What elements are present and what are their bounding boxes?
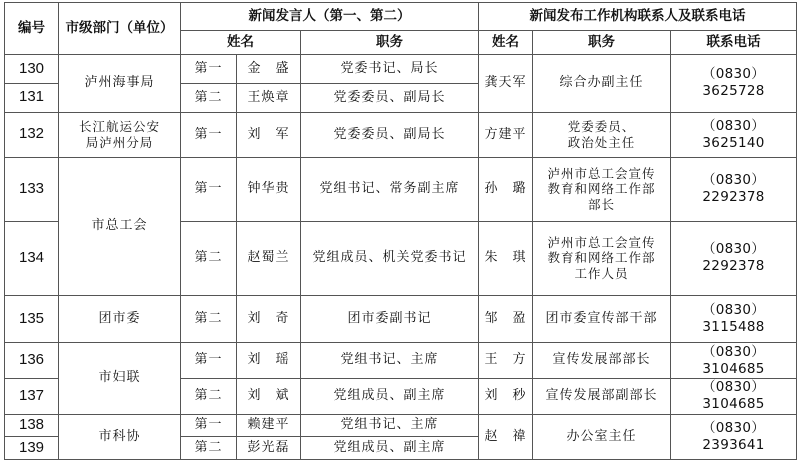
name-cell: 钟华贵 bbox=[237, 157, 301, 221]
phone-cell: （0830）3625728 bbox=[671, 55, 797, 113]
page bbox=[0, 2, 800, 464]
contact-position-line: 宣传发展部部长 bbox=[552, 352, 651, 368]
name-cell: 刘 军 bbox=[237, 112, 301, 157]
row-number: 138 bbox=[5, 414, 59, 437]
dept-cell: 团市委 bbox=[59, 295, 181, 342]
phone-cell: （0830）2292378 bbox=[671, 157, 797, 221]
header-name: 姓名 bbox=[181, 31, 301, 55]
position-cell: 党组书记、主席 bbox=[301, 414, 479, 437]
contact-position-line: 综合办副主任 bbox=[559, 75, 644, 91]
row-number: 132 bbox=[5, 112, 59, 157]
position-cell: 党委书记、局长 bbox=[301, 55, 479, 84]
header-contact-position: 职务 bbox=[533, 31, 671, 55]
contact-position-line: 部长 bbox=[588, 197, 616, 213]
rank-cell: 第二 bbox=[181, 378, 237, 414]
phone-cell: （0830）2393641 bbox=[671, 414, 797, 459]
rank-cell: 第一 bbox=[181, 112, 237, 157]
contact-name-cell: 邹 盈 bbox=[479, 295, 533, 342]
contact-name-cell: 孙 璐 bbox=[479, 157, 533, 221]
phone-cell: （0830）3115488 bbox=[671, 295, 797, 342]
dept-cell: 市妇联 bbox=[59, 343, 181, 415]
phone-cell: （0830）3104685 bbox=[671, 343, 797, 379]
position-cell: 党组成员、机关党委书记 bbox=[301, 221, 479, 295]
row-number: 133 bbox=[5, 157, 59, 221]
name-cell: 赵蜀兰 bbox=[237, 221, 301, 295]
header-row-1 bbox=[5, 3, 797, 31]
name-cell: 刘 斌 bbox=[237, 378, 301, 414]
contact-position-cell bbox=[533, 343, 671, 379]
name-cell: 金 盛 bbox=[237, 55, 301, 84]
dept-line: 长江航运公安 bbox=[78, 119, 160, 135]
row-number: 137 bbox=[5, 378, 59, 414]
phone-cell: （0830）3625140 bbox=[671, 112, 797, 157]
position-cell: 党组成员、副主席 bbox=[301, 437, 479, 460]
position-cell: 党组成员、副主席 bbox=[301, 378, 479, 414]
row-number: 136 bbox=[5, 343, 59, 379]
table-row bbox=[5, 295, 797, 342]
contact-name-cell: 方建平 bbox=[479, 112, 533, 157]
position-cell: 党委委员、副局长 bbox=[301, 112, 479, 157]
contact-position-cell bbox=[533, 295, 671, 342]
contact-position-line: 政治处主任 bbox=[567, 134, 636, 150]
header-phone: 联系电话 bbox=[671, 31, 797, 55]
header-contact-name: 姓名 bbox=[479, 31, 533, 55]
row-number: 139 bbox=[5, 437, 59, 460]
name-cell: 刘 瑶 bbox=[237, 343, 301, 379]
row-number: 130 bbox=[5, 55, 59, 84]
rank-cell: 第一 bbox=[181, 55, 237, 84]
contact-name-cell: 朱 琪 bbox=[479, 221, 533, 295]
contact-position-line: 泸州市总工会宣传 bbox=[547, 165, 656, 181]
dept-cell bbox=[59, 112, 181, 157]
position-cell: 党组书记、主席 bbox=[301, 343, 479, 379]
table-row bbox=[5, 343, 797, 379]
contact-position-line: 团市委宣传部干部 bbox=[545, 310, 658, 326]
header-position: 职务 bbox=[301, 31, 479, 55]
table-row bbox=[5, 112, 797, 157]
contact-name-cell: 赵 禕 bbox=[479, 414, 533, 459]
phone-cell: （0830）3104685 bbox=[671, 378, 797, 414]
contact-name-cell: 龚天军 bbox=[479, 55, 533, 113]
contact-position-line: 泸州市总工会宣传 bbox=[547, 234, 656, 250]
header-num: 编号 bbox=[5, 3, 59, 55]
name-cell: 王焕章 bbox=[237, 83, 301, 112]
table-row bbox=[5, 55, 797, 84]
contact-name-cell: 刘 秒 bbox=[479, 378, 533, 414]
contact-position-line: 党委委员、 bbox=[567, 119, 636, 135]
contact-position-line: 教育和网络工作部 bbox=[547, 181, 656, 197]
contact-position-line: 工作人员 bbox=[574, 266, 629, 282]
contact-name-cell: 王 方 bbox=[479, 343, 533, 379]
contact-position-cell bbox=[533, 112, 671, 157]
dept-line: 局泸州分局 bbox=[85, 134, 154, 150]
contact-position-line: 办公室主任 bbox=[566, 428, 637, 444]
header-dept: 市级部门（单位） bbox=[59, 3, 181, 55]
table-row bbox=[5, 414, 797, 437]
row-number: 131 bbox=[5, 83, 59, 112]
contact-position-line: 教育和网络工作部 bbox=[547, 250, 656, 266]
row-number: 134 bbox=[5, 221, 59, 295]
rank-cell: 第二 bbox=[181, 295, 237, 342]
dept-cell: 市科协 bbox=[59, 414, 181, 459]
dept-cell: 泸州海事局 bbox=[59, 55, 181, 113]
table-row bbox=[5, 157, 797, 221]
contact-position-cell bbox=[533, 157, 671, 221]
phone-cell: （0830）2292378 bbox=[671, 221, 797, 295]
contact-position-cell bbox=[533, 378, 671, 414]
header-contact-group: 新闻发布工作机构联系人及联系电话 bbox=[479, 3, 797, 31]
position-cell: 团市委副书记 bbox=[301, 295, 479, 342]
rank-cell: 第二 bbox=[181, 437, 237, 460]
contact-position-cell bbox=[533, 414, 671, 459]
rank-cell: 第二 bbox=[181, 221, 237, 295]
contact-position-cell bbox=[533, 221, 671, 295]
contact-position-line: 宣传发展部副部长 bbox=[545, 388, 658, 404]
rank-cell: 第一 bbox=[181, 414, 237, 437]
name-cell: 彭光磊 bbox=[237, 437, 301, 460]
header-spokesperson-group: 新闻发言人（第一、第二） bbox=[181, 3, 479, 31]
dept-cell: 市总工会 bbox=[59, 157, 181, 295]
rank-cell: 第二 bbox=[181, 83, 237, 112]
contact-position-cell bbox=[533, 55, 671, 113]
rank-cell: 第一 bbox=[181, 343, 237, 379]
position-cell: 党委委员、副局长 bbox=[301, 83, 479, 112]
name-cell: 赖建平 bbox=[237, 414, 301, 437]
rank-cell: 第一 bbox=[181, 157, 237, 221]
name-cell: 刘 奇 bbox=[237, 295, 301, 342]
spokesperson-table bbox=[4, 2, 797, 460]
position-cell: 党组书记、常务副主席 bbox=[301, 157, 479, 221]
row-number: 135 bbox=[5, 295, 59, 342]
